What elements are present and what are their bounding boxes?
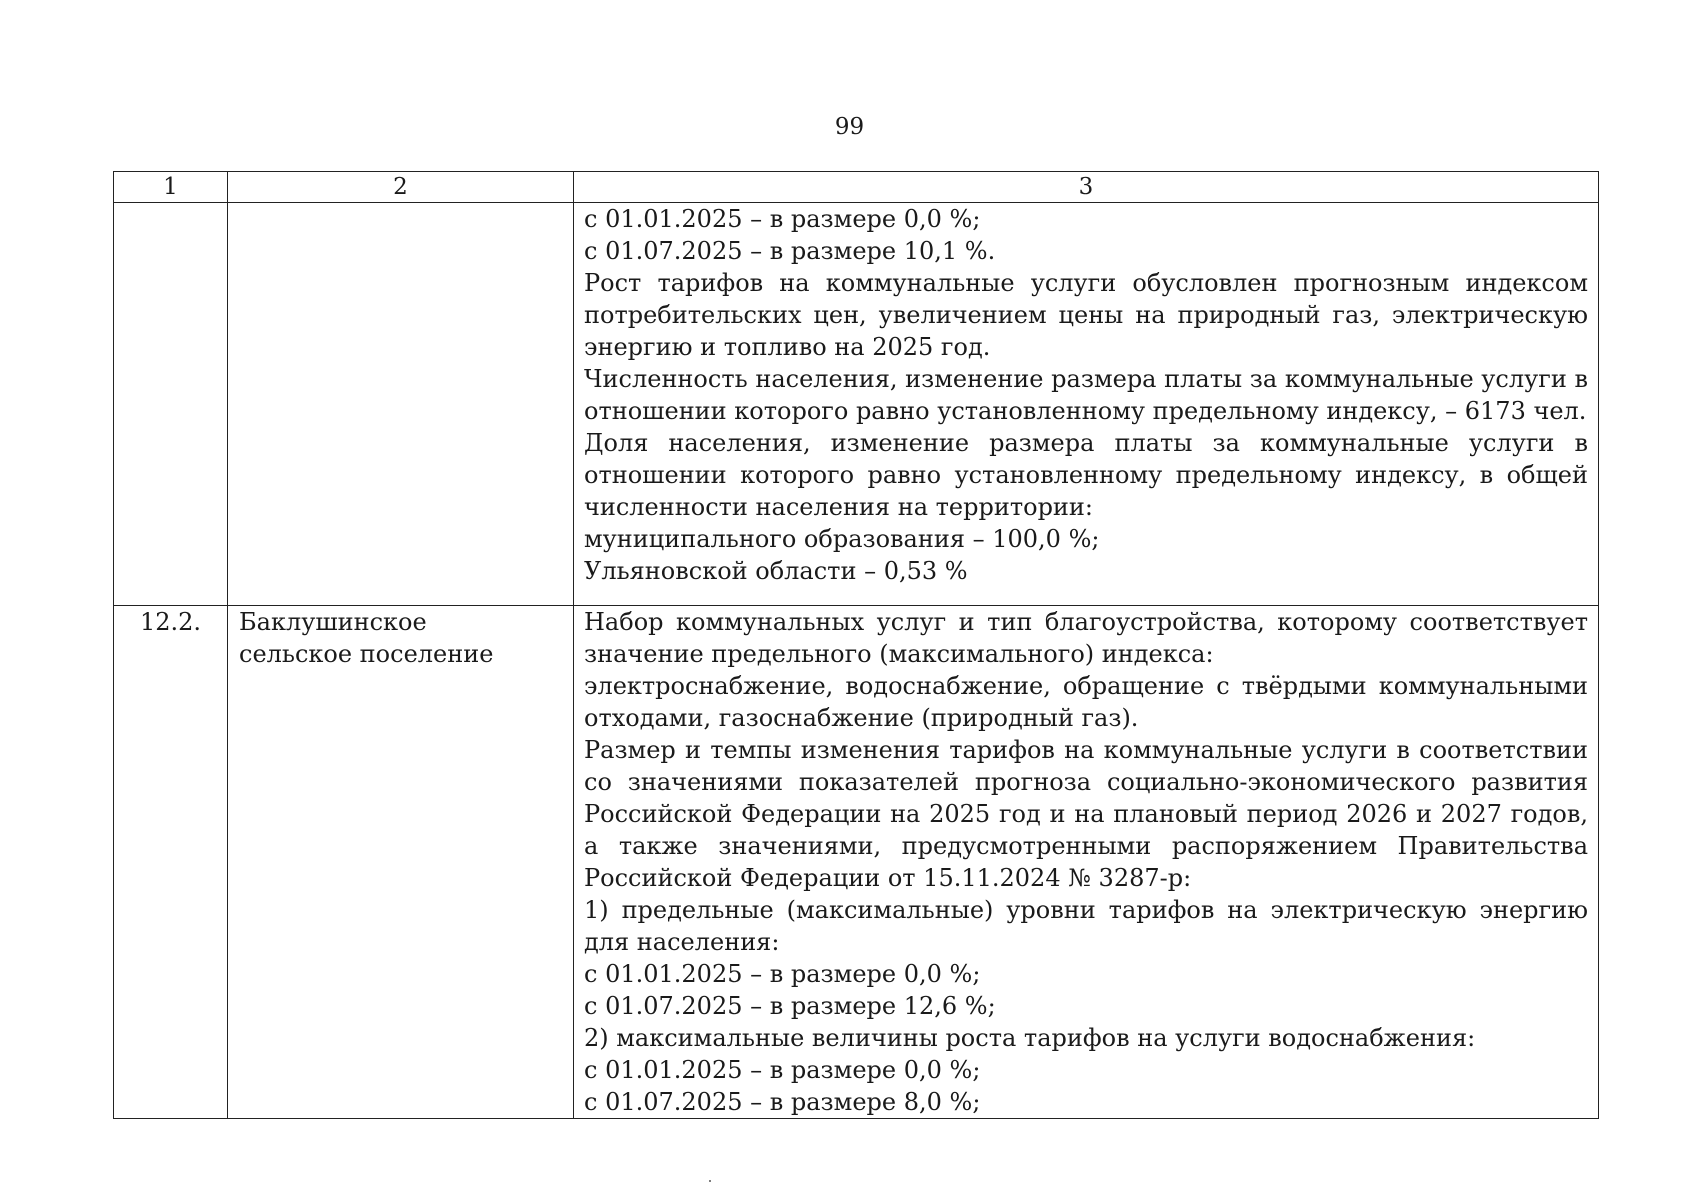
content-paragraph: Ульяновской области – 0,53 % (584, 557, 968, 585)
content-paragraph: Доля населения, изменение размера платы за коммунальные услуги в отношении которого равно установленному предельному индексу, в общей численности населения на территории: (584, 429, 1588, 521)
page-number: 99 (834, 114, 865, 140)
content-paragraph: с 01.07.2025 – в размере 12,6 %; (584, 992, 996, 1020)
header-cell-1: 1 (114, 172, 228, 203)
content-paragraph: электроснабжение, водоснабжение, обращение с твёрдыми коммунальными отходами, газоснабжение (природный газ). (584, 672, 1588, 732)
row-name-cell (228, 203, 574, 606)
row-content-cell (574, 203, 1599, 606)
content-paragraph: Рост тарифов на коммунальные услуги обусловлен прогнозным индексом потребительских цен, увеличением цены на природный газ, электрическую энергию и топливо на 2025 год. (584, 269, 1588, 361)
content-paragraph: с 01.01.2025 – в размере 0,0 %; (584, 960, 981, 988)
table-row (114, 606, 1599, 1119)
content-paragraph: с 01.01.2025 – в размере 0,0 %; (584, 1056, 981, 1084)
row-number-cell: 12.2. (114, 606, 228, 1119)
settlement-name-line: сельское поселение (239, 640, 494, 668)
content-paragraph: с 01.07.2025 – в размере 10,1 %. (584, 237, 996, 265)
tariff-table (113, 171, 1599, 1119)
content-paragraph: Численность населения, изменение размера платы за коммунальные услуги в отношении которого равно установленному предельному индексу, – 6173 чел. (584, 365, 1588, 425)
settlement-name-line: Баклушинское (239, 608, 427, 636)
row-name-cell (228, 606, 574, 1119)
content-paragraph: с 01.01.2025 – в размере 0,0 %; (584, 205, 981, 233)
header-cell-3: 3 (574, 172, 1599, 203)
content-paragraph: с 01.07.2025 – в размере 8,0 %; (584, 1088, 981, 1116)
content-paragraph: Набор коммунальных услуг и тип благоустройства, которому соответствует значение предельного (максимального) индекса: (584, 608, 1588, 668)
content-paragraph: 2) максимальные величины роста тарифов на услуги водоснабжения: (584, 1024, 1476, 1052)
header-cell-2: 2 (228, 172, 574, 203)
table-row (114, 203, 1599, 606)
row-number-cell (114, 203, 228, 606)
content-paragraph: Размер и темпы изменения тарифов на коммунальные услуги в соответствии со значениями показателей прогноза социально-экономического развития Российской Федерации на 2025 год и на плановый период 2026 и 2027 годов, а также значениями, предусмотренными распоряжением Правительства Российской Федерации от 15.11.2024 № 3287-р: (584, 736, 1588, 892)
scan-speck (709, 1180, 711, 1182)
content-paragraph: муниципального образования – 100,0 %; (584, 525, 1100, 553)
row-content-cell (574, 606, 1599, 1119)
table-header-row (114, 172, 1599, 203)
content-paragraph: 1) предельные (максимальные) уровни тарифов на электрическую энергию для населения: (584, 896, 1588, 956)
